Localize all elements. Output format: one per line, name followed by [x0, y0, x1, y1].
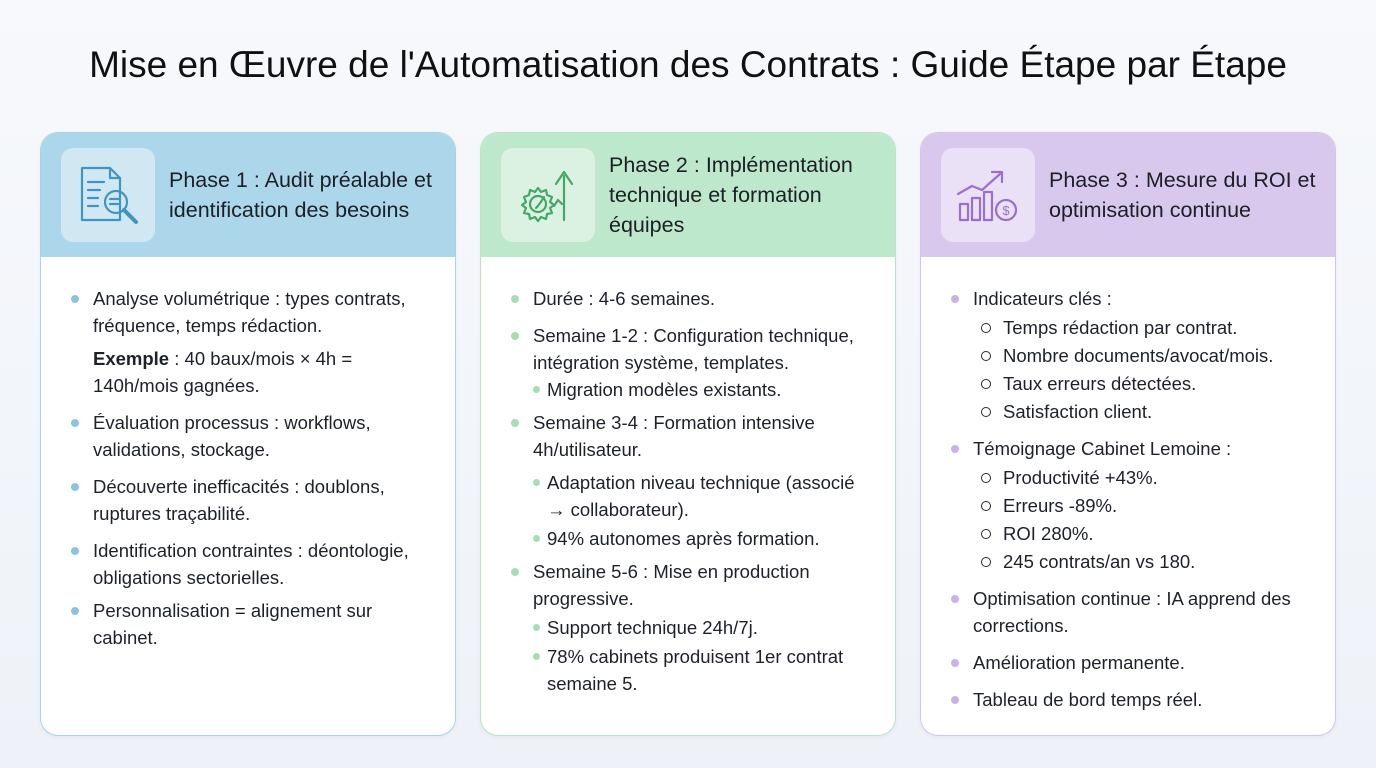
phase1-card [40, 132, 456, 736]
document-search-icon [61, 148, 155, 242]
example-label: Exemple [93, 348, 170, 369]
svg-text:$: $ [1002, 203, 1010, 218]
list-item: Personnalisation = alignement sur cabinet. [71, 597, 433, 651]
sub-item: Migration modèles existants. [533, 376, 873, 403]
sub-item: Temps rédaction par contrat. [973, 314, 1313, 341]
sub-item: Adaptation niveau technique (associé → collaborateur). [533, 469, 873, 523]
phase3-testimony: Témoignage Cabinet Lemoine : [973, 438, 1232, 459]
sub-item: Erreurs -89%. [973, 492, 1313, 519]
list-item: Découverte inefficacités : doublons, ruptures traçabilité. [71, 473, 433, 527]
phase3-card [920, 132, 1336, 736]
phase2-title: Phase 2 : Implémentation technique et formation équipes [609, 153, 853, 237]
list-item: Optimisation continue : IA apprend des corrections. [951, 585, 1313, 639]
phase1-example [93, 345, 433, 399]
list-item [511, 322, 873, 403]
list-item: Durée : 4-6 semaines. [511, 285, 873, 312]
phase1-header [41, 133, 455, 257]
page-title: Mise en Œuvre de l'Automatisation des Contrats : Guide Étape par Étape [89, 44, 1287, 85]
sub-item: Nombre documents/avocat/mois. [973, 342, 1313, 369]
list-item: Évaluation processus : workflows, validations, stockage. [71, 409, 433, 463]
list-item [71, 285, 433, 399]
gear-growth-icon [501, 148, 595, 242]
phase2-week34: Semaine 3-4 : Formation intensive 4h/utilisateur. [533, 412, 815, 460]
list-item [951, 285, 1313, 425]
phase2-header [481, 133, 895, 257]
sub-item: 78% cabinets produisent 1er contrat semaine 5. [533, 643, 873, 697]
sub-item: Satisfaction client. [973, 398, 1313, 425]
sub-item: Support technique 24h/7j. [533, 614, 873, 641]
list-item: Identification contraintes : déontologie, obligations sectorielles. [71, 537, 433, 591]
list-item [511, 409, 873, 552]
phase3-title: Phase 3 : Mesure du ROI et optimisation continue [1049, 168, 1316, 222]
phase2-card [480, 132, 896, 736]
example-text: : 40 baux/mois × 4h = 140h/mois gagnées. [93, 348, 353, 396]
phase2-week12: Semaine 1-2 : Configuration technique, intégration système, templates. [533, 325, 854, 373]
list-item: Tableau de bord temps réel. [951, 686, 1313, 713]
roi-chart-icon [941, 148, 1035, 242]
list-item [511, 558, 873, 697]
list-item [951, 435, 1313, 575]
phase1-body [41, 257, 455, 651]
sub-item: 245 contrats/an vs 180. [973, 548, 1313, 575]
sub-item: Productivité +43%. [973, 464, 1313, 491]
list-item: Amélioration permanente. [951, 649, 1313, 676]
phase3-body [921, 257, 1335, 713]
phase2-week56: Semaine 5-6 : Mise en production progressive. [533, 561, 810, 609]
sub-item: Taux erreurs détectées. [973, 370, 1313, 397]
phase3-header [921, 133, 1335, 257]
sub-item: 94% autonomes après formation. [533, 525, 873, 552]
phase1-title: Phase 1 : Audit préalable et identification des besoins [169, 168, 432, 222]
sub-item: ROI 280%. [973, 520, 1313, 547]
phase2-body [481, 257, 895, 697]
phase1-item-1: Analyse volumétrique : types contrats, fréquence, temps rédaction. [93, 288, 406, 336]
phase3-indicators: Indicateurs clés : [973, 288, 1112, 309]
